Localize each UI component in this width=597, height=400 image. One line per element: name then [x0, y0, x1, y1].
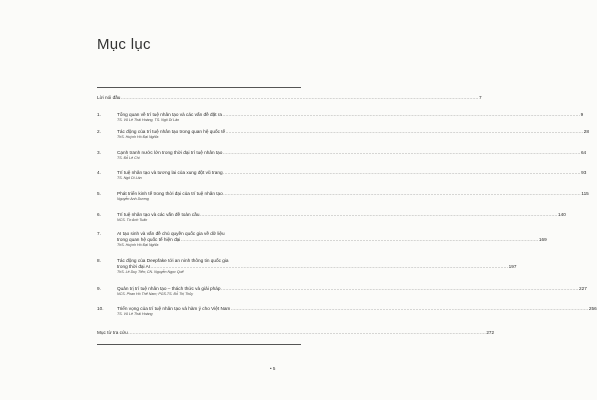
chapter-author: TS. Ngô Di Lân [117, 176, 142, 180]
toc-back-page: 272 [486, 330, 495, 335]
dot-leader [121, 95, 479, 101]
toc-back-label: Mục từ tra cứu [97, 330, 128, 335]
chapter-title: AI tạo sinh và vấn đề chủ quyền quốc gia về dữ liệu [117, 231, 225, 236]
chapter-page: 256 [588, 306, 597, 311]
chapter-number: 5. [97, 191, 101, 196]
chapter-author: ThS. Huỳnh Hồ Đại Nghĩa [117, 243, 159, 247]
dot-leader [226, 129, 584, 135]
chapter-number: 6. [97, 212, 101, 217]
chapter-author: TS. Vũ Lê Thái Hoàng [117, 312, 153, 316]
dot-leader [223, 112, 581, 118]
chapter-page: 28 [583, 129, 589, 134]
chapter-title: Tác động của Deepfake tới an ninh thông tin quốc gia [117, 258, 229, 263]
bottom-divider [97, 344, 301, 345]
chapter-title-continued: trong quan hệ quốc tế hiện đại [117, 237, 181, 242]
chapter-author: ThS. Lê Duy Tiến; CN. Nguyễn Ngọc Quế [117, 270, 184, 274]
chapter-title: Cạnh tranh nước lớn trong thời đại trí tuệ nhân tạo [117, 150, 223, 155]
dot-leader [200, 212, 558, 218]
chapter-title: Phát triển kinh tế trong thời đại của trí tuệ nhân tạo [117, 191, 223, 196]
dot-leader [181, 237, 539, 243]
chapter-page: 9 [580, 112, 584, 117]
chapter-title: Tác động của trí tuệ nhân tạo trong quan hệ quốc tế [117, 129, 226, 134]
chapter-page: 227 [579, 286, 587, 291]
dot-leader [221, 286, 579, 292]
chapter-number: 8. [97, 258, 101, 263]
chapter-author: TS. Vũ Lê Thái Hoàng, TS. Ngô Di Lân [117, 118, 180, 122]
toc-front-label: Lời nói đầu [97, 95, 121, 100]
chapter-author: NCS. Phan Hồ Thế Nam; PGS.TS. Đỗ Thị Thủy [117, 292, 194, 296]
dot-leader [151, 264, 509, 270]
chapter-author: NCS. Từ Anh Tuấn [117, 218, 148, 222]
chapter-title: Quản trị trí tuệ nhân tạo – thách thức và giải pháp [117, 286, 221, 291]
chapter-title: Tổng quan về trí tuệ nhân tạo và các vấn đề đặt ra [117, 112, 223, 117]
dot-leader [223, 191, 581, 197]
top-divider [97, 87, 301, 88]
dot-leader [128, 330, 486, 336]
chapter-number: 2. [97, 129, 101, 134]
chapter-page: 93 [581, 170, 587, 175]
dot-leader [223, 170, 581, 176]
page-number: • 5 [270, 366, 276, 371]
chapter-page: 140 [558, 212, 566, 217]
chapter-author: ThS. Huỳnh Hồ Đại Nghĩa [117, 135, 159, 139]
chapter-number: 3. [97, 150, 101, 155]
chapter-number: 10. [97, 306, 104, 311]
chapter-number: 4. [97, 170, 101, 175]
chapter-number: 7. [97, 231, 101, 236]
chapter-title: Trí tuệ nhân tạo và các vấn đề toàn cầu [117, 212, 200, 217]
chapter-page: 197 [508, 264, 517, 269]
dot-leader [231, 306, 589, 312]
chapter-page: 115 [581, 191, 589, 196]
chapter-number: 1. [97, 112, 101, 117]
chapter-title: Triển vọng của trí tuệ nhân tạo và hàm ý cho Việt Nam [117, 306, 231, 311]
chapter-author: Nguyễn Anh Dương [117, 197, 149, 201]
chapter-title: Trí tuệ nhân tạo và tương lai của xung đột vũ trang [117, 170, 223, 175]
chapter-author: TS. Đỗ Lê Chi [117, 156, 140, 160]
chapter-title-continued: trong thời đại AI [117, 264, 151, 269]
page-title: Mục lục [97, 36, 151, 53]
toc-front-page: 7 [478, 95, 482, 100]
chapter-page: 64 [580, 150, 587, 155]
chapter-page: 169 [538, 237, 547, 242]
chapter-number: 9. [97, 286, 101, 291]
dot-leader [223, 150, 581, 156]
